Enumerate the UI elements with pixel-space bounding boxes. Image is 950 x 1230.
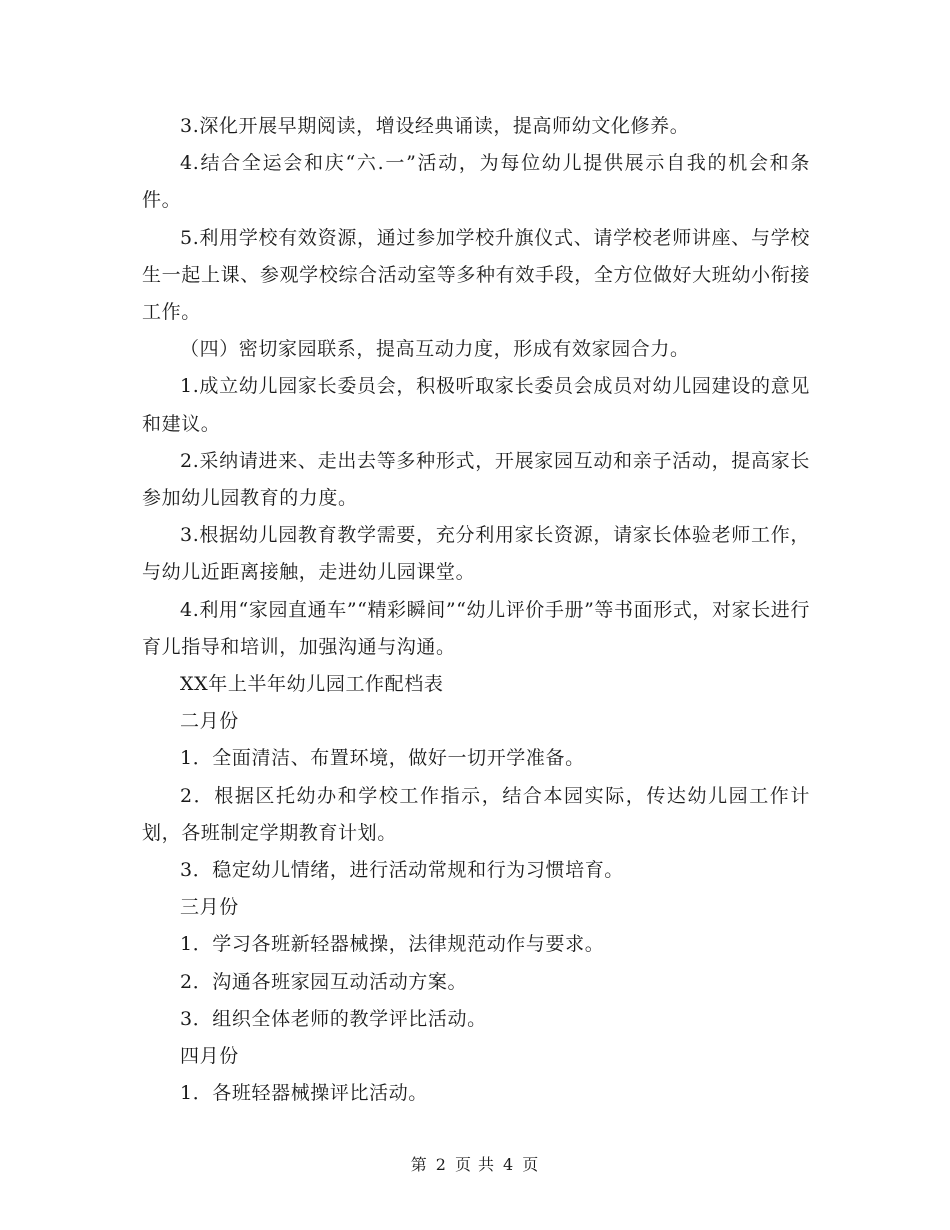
paragraph: 5.利用学校有效资源，通过参加学校升旗仪式、请学校老师讲座、与学校生一起上课、参观学校综合活动室等多种有效手段，全方位做好大班幼小衔接工作。 <box>142 226 810 324</box>
paragraph: 4.结合全运会和庆“六.一”活动，为每位幼儿提供展示自我的机会和条件。 <box>142 152 810 212</box>
page-total: 4 <box>503 1155 515 1174</box>
paragraph: 3.根据幼儿园教育教学需要，充分利用家长资源，请家长体验老师工作，与幼儿近距离接触，走进幼儿园课堂。 <box>142 524 810 584</box>
page-number: 2 <box>435 1155 447 1174</box>
month-heading: 二月份 <box>180 710 239 733</box>
paragraph: 3.深化开展早期阅读，增设经典诵读，提高师幼文化修养。 <box>180 115 690 137</box>
paragraph: 2.采纳请进来、走出去等多种形式，开展家园互动和亲子活动，提高家长参加幼儿园教育的力度。 <box>142 449 810 510</box>
list-item: 1．全面清洁、布置环境，做好一切开学准备。 <box>180 747 585 770</box>
footer-prefix: 第 <box>410 1155 428 1174</box>
document-body <box>142 108 810 1112</box>
paragraph: 1.成立幼儿园家长委员会，积极听取家长委员会成员对幼儿园建设的意见和建议。 <box>142 375 810 435</box>
section-heading: （四）密切家园联系，提高互动力度，形成有效家园合力。 <box>180 338 690 361</box>
paragraph: 4.利用“家园直通车”“精彩瞬间”“幼儿评价手册”等书面形式，对家长进行育儿指导和培训，加强沟通与沟通。 <box>142 598 811 658</box>
list-item: 3．稳定幼儿情绪，进行活动常规和行为习惯培育。 <box>180 859 624 882</box>
schedule-title: XX年上半年幼儿园工作配档表 <box>180 673 444 696</box>
footer-suffix: 页 <box>522 1155 540 1174</box>
list-item: 3．组织全体老师的教学评比活动。 <box>180 1007 487 1030</box>
footer-mid: 页 共 <box>454 1155 496 1174</box>
list-item: 2．根据区托幼办和学校工作指示，结合本园实际，传达幼儿园工作计划，各班制定学期教育计划。 <box>142 784 810 844</box>
page-footer <box>0 1152 950 1175</box>
list-item: 1．学习各班新轻器械操，法律规范动作与要求。 <box>180 933 605 956</box>
list-item: 2．沟通各班家园互动活动方案。 <box>180 970 468 993</box>
month-heading: 三月份 <box>180 896 239 919</box>
month-heading: 四月份 <box>180 1045 239 1068</box>
list-item: 1．各班轻器械操评比活动。 <box>180 1082 428 1105</box>
